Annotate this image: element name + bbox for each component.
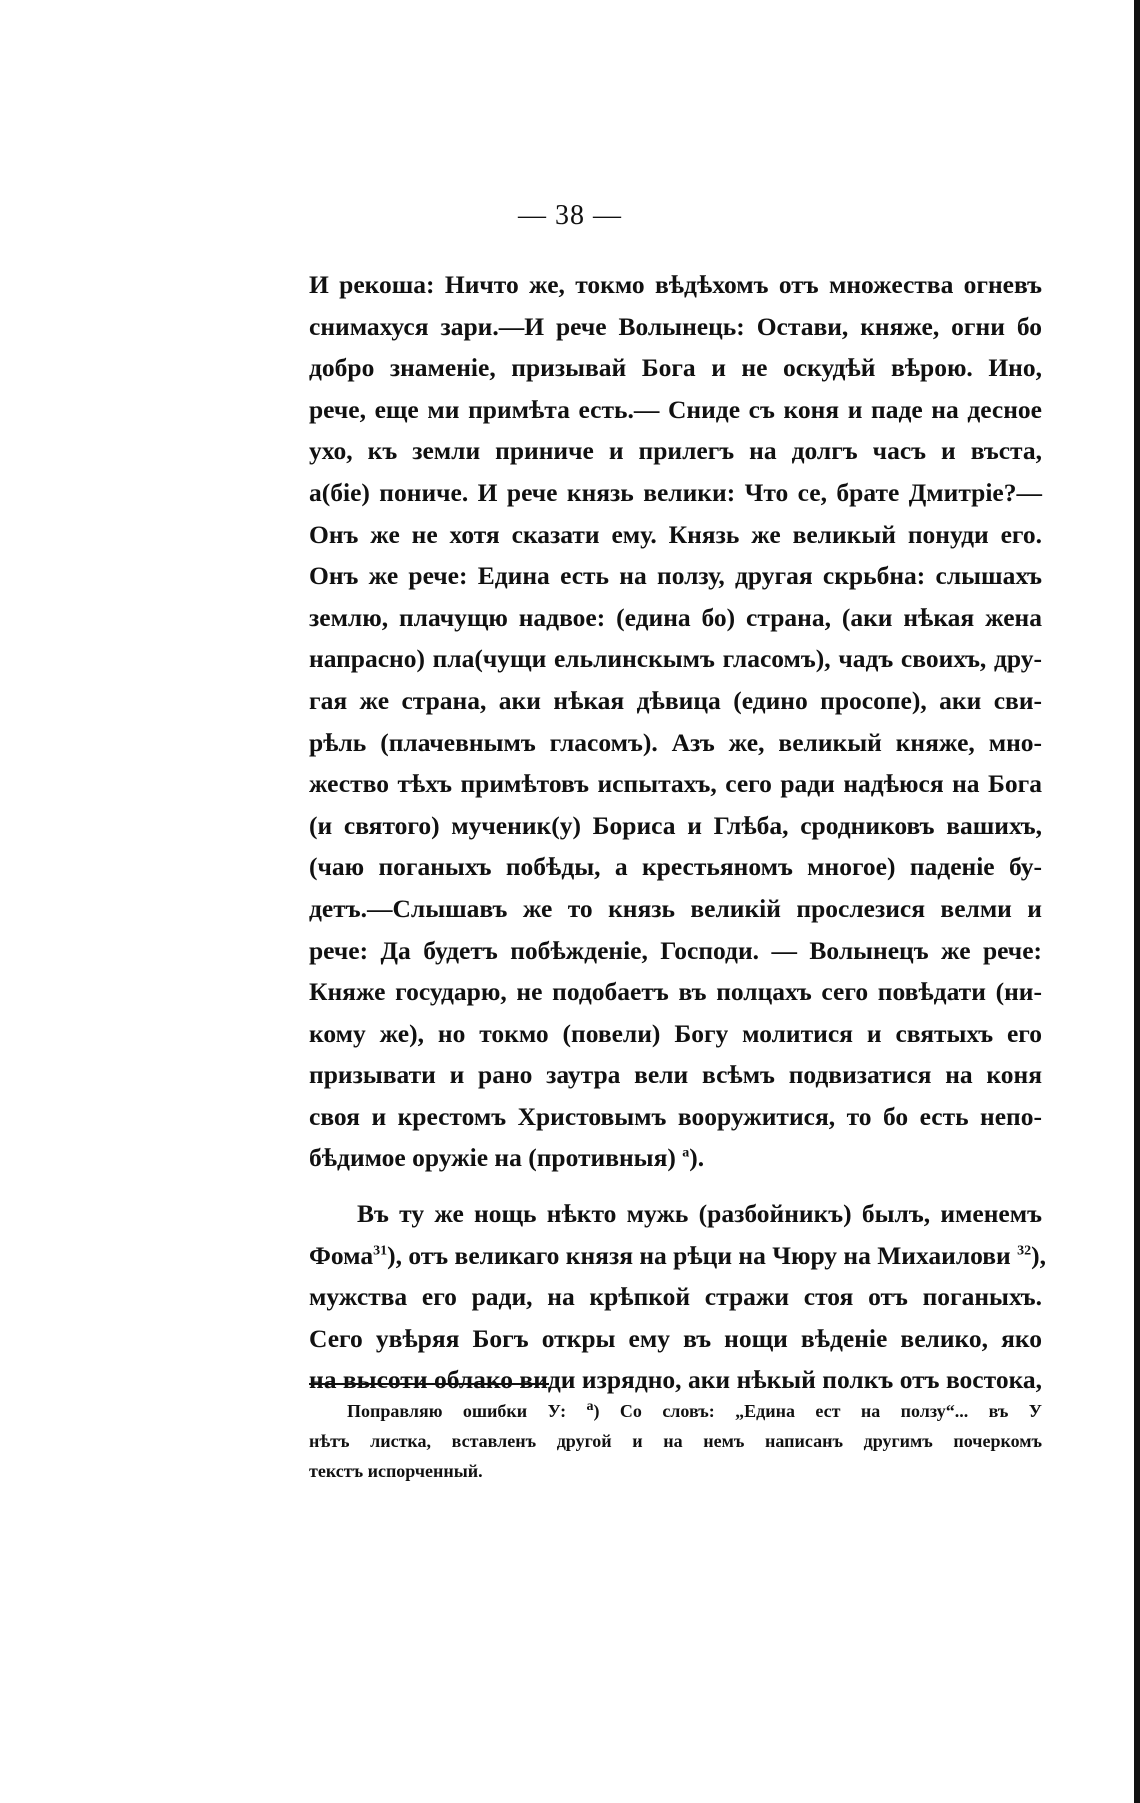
text-line: кому же), но токмо (повели) Богу молитися и святыхъ его	[309, 1018, 1042, 1048]
footnote	[309, 1396, 1042, 1486]
text-fragment: бѣдимое оружіе на (противныя)	[309, 1143, 676, 1173]
text-line: Княже государю, не подобаетъ въ полцахъ сего повѣдати (ни-	[309, 977, 1042, 1007]
text-line: снимахуся зари.—И рече Волынець: Остави, княже, огни бо	[309, 311, 1042, 341]
text-fragment: Фома	[309, 1240, 374, 1270]
note-ref-31: 31	[373, 1243, 388, 1259]
text-line: (и святого) мученик(у) Бориса и Глѣба, сродниковъ вашихъ,	[309, 810, 1042, 840]
text-line: И рекоша: Ничто же, токмо вѣдѣхомъ отъ множества огневъ	[309, 270, 1042, 299]
main-text	[309, 264, 1046, 1401]
text-line: призывати и рано заутра вели всѣмъ подвизатися на коня	[309, 1060, 1042, 1090]
text-line: напрасно) пла(чущи ельлинскымъ гласомъ), чадъ своихъ, дру-	[309, 644, 1042, 674]
text-line: Онъ же рече: Едина есть на ползу, другая скрьбна: слышахъ	[309, 561, 1042, 591]
text-line	[309, 1235, 1046, 1277]
paragraph-gap	[309, 1179, 1042, 1193]
text-fragment: ).	[689, 1143, 705, 1173]
text-fragment: Поправляю ошибки У:	[347, 1401, 567, 1421]
note-ref-32: 32	[1017, 1243, 1032, 1259]
footnote-separator	[309, 1383, 549, 1385]
footnote-line	[309, 1396, 1042, 1426]
scan-edge-shadow	[1134, 0, 1140, 1803]
text-line: рече, еще ми примѣта есть.— Сниде съ коня и паде на десное	[309, 394, 1042, 424]
text-line: ухо, къ земли приниче и прилегъ на долгъ часъ и въста,	[309, 436, 1042, 466]
text-line: (чаю поганыхъ побѣды, а крестьяномъ многое) паденіе бу-	[309, 852, 1042, 882]
text-line: Въ ту же нощь нѣкто мужь (разбойникъ) былъ, именемъ	[357, 1199, 1042, 1229]
text-line: рѣль (плачевнымъ гласомъ). Азъ же, великый княже, мно-	[309, 727, 1042, 757]
text-line: Сего увѣряя Богъ откры ему въ нощи вѣденіе велико, яко	[309, 1323, 1042, 1353]
text-line: землю, плачущю надвое: (едина бо) страна, (аки нѣкая жена	[309, 602, 1042, 632]
footnote-mark: a	[586, 1399, 594, 1414]
text-line: жество тѣхъ примѣтовъ испытахъ, сего ради надѣюся на Бога	[309, 769, 1042, 799]
text-line: добро знаменіе, призывай Бога и не оскудѣй вѣрою. Ино,	[309, 353, 1042, 383]
text-fragment: ) Со словъ: „Едина ест на ползу“... въ У	[593, 1401, 1042, 1421]
footnote-line: нѣтъ листка, вставленъ другой и на немъ написанъ другимъ почеркомъ	[309, 1431, 1042, 1451]
text-line: на высоти облако види изрядно, аки нѣкый полкъ отъ востока,	[309, 1365, 1042, 1395]
page-number: — 38 —	[518, 200, 622, 231]
paragraph-1	[309, 264, 1042, 1179]
text-line: мужства его ради, на крѣпкой стражи стоя отъ поганыхъ.	[309, 1282, 1042, 1312]
text-line: детъ.—Слышавъ же то князь великій прослезися велми и	[309, 893, 1042, 923]
text-line: гая же страна, аки нѣкая дѣвица (едино просопе), аки сви-	[309, 685, 1042, 715]
text-line: а(біе) пониче. И рече князь велики: Что се, брате Дмитріе?—	[309, 477, 1042, 507]
footnote-line: текстъ испорченный.	[309, 1461, 483, 1481]
paragraph-2	[309, 1193, 1046, 1401]
text-line: рече: Да будетъ побѣжденіе, Господи. — Волынецъ же рече:	[309, 935, 1042, 965]
text-line-last	[309, 1137, 1042, 1179]
text-fragment: ),	[1031, 1240, 1046, 1270]
text-line: своя и крестомъ Христовымъ вооружитися, то бо есть непо-	[309, 1101, 1042, 1131]
footnote-mark: a	[682, 1145, 690, 1161]
text-line: Онъ же не хотя сказати ему. Князь же великый понуди его.	[309, 519, 1042, 549]
text-fragment: ), отъ великаго князя на рѣци на Чюру на Михаилови	[387, 1240, 1011, 1270]
